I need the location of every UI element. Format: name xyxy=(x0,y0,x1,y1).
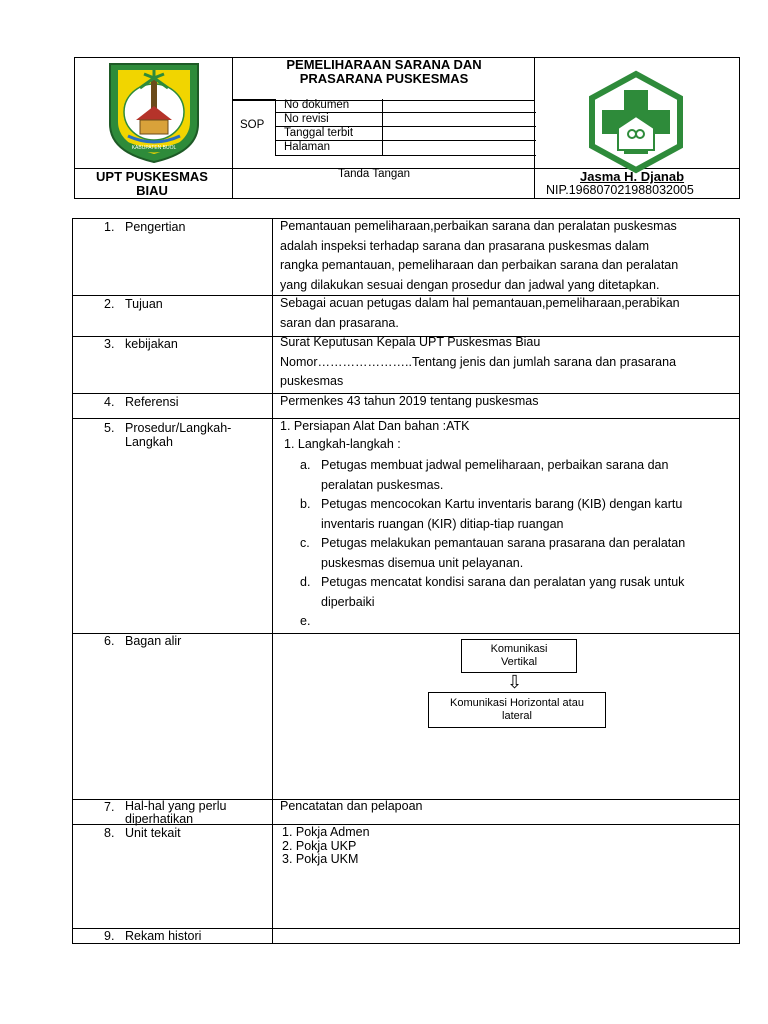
logo-caption: KABUPATEN BUOL xyxy=(131,145,177,151)
section-label-unit: Unit tekait xyxy=(125,826,181,840)
flow-box-vertical: Komunikasi Vertikal xyxy=(461,639,577,673)
signer-nip: NIP.196807021988032005 xyxy=(546,183,694,197)
step-letter: c. xyxy=(300,536,310,550)
district-logo xyxy=(104,60,204,164)
document-fields xyxy=(275,99,536,156)
list-item: 1. Pokja Admen xyxy=(282,825,370,839)
referensi-text: Permenkes 43 tahun 2019 tentang puskesmas xyxy=(280,394,539,408)
flow-box-horizontal: Komunikasi Horizontal atau lateral xyxy=(428,692,606,728)
signer-name: Jasma H. Djanab xyxy=(580,169,685,184)
pengertian-text: Pemantauan pemeliharaan,perbaikan sarana dan peralatan puskesmas adalah inspeksi terhadap sarana dan prasarana puskesmas dalam rangka pemantauan, pemeliharaan dan perbaikan sarana dan peralatan yang dilakukan sesuai dengan prosedur dan jadwal yang ditetapkan. xyxy=(280,219,679,292)
kebijakan-text: Surat Keputusan Kepala UPT Puskesmas Biau Nomor…………………..Tentang jenis dan jumlah sarana dan prasarana puskesmas xyxy=(280,335,677,388)
section-label-prosedur: Prosedur/Langkah-Langkah xyxy=(125,421,232,449)
prep-text: 1. Persiapan Alat Dan bahan :ATK xyxy=(280,419,470,433)
step-letter: e. xyxy=(300,614,311,628)
step-letter: b. xyxy=(300,497,311,511)
tujuan-text: Sebagai acuan petugas dalam hal pemantauan,pemeliharaan,perabikan saran dan prasarana. xyxy=(280,296,680,330)
field-tanggal-terbit: Tanggal terbit xyxy=(284,127,354,139)
step-list: a. Petugas membuat jadwal pemeliharaan, perbaikan sarana dan peralatan puskesmas. b. Petugas mencocokan Kartu inventaris barang (KIB) dengan kartu inventaris ruangan (KIR) ditiap-tiap ruangan c. Petugas melakukan pemantauan sarana prasarana dan peralatan puskesmas disemua unit pelayanan. d. Petugas mencatat kondisi sarana dan peralatan yang rusak untuk diperbaiki e. xyxy=(300,456,685,632)
section-number: 4. xyxy=(104,395,115,409)
section-number: 2. xyxy=(104,297,115,311)
puskesmas-logo xyxy=(584,70,688,174)
step-letter: a. xyxy=(300,458,311,472)
sop-label: SOP xyxy=(240,119,265,131)
org-name: UPT PUSKESMAS BIAU xyxy=(96,169,208,198)
section-label-tujuan: Tujuan xyxy=(125,297,163,311)
document-title: PEMELIHARAAN SARANA DAN PRASARANA PUSKESMAS xyxy=(286,57,482,86)
field-halaman: Halaman xyxy=(284,141,331,153)
unit-list xyxy=(282,826,370,867)
section-number: 6. xyxy=(104,634,115,648)
section-label-referensi: Referensi xyxy=(125,395,179,409)
list-item: 2. Pokja UKP xyxy=(282,838,357,853)
section-number: 7. xyxy=(104,800,115,814)
section-label-bagan-alir: Bagan alir xyxy=(125,634,182,648)
field-no-revisi: No revisi xyxy=(284,113,329,125)
section-number: 9. xyxy=(104,929,115,943)
hal-hal-text: Pencatatan dan pelapoan xyxy=(280,799,423,813)
field-no-dokumen: No dokumen xyxy=(284,99,350,111)
section-label-rekam-histori: Rekam histori xyxy=(125,929,202,943)
section-number: 8. xyxy=(104,826,115,840)
section-label-kebijakan: kebijakan xyxy=(125,337,178,351)
section-label-pengertian: Pengertian xyxy=(125,220,186,234)
step-letter: d. xyxy=(300,575,311,589)
steps-title: 1. Langkah-langkah : xyxy=(284,437,401,451)
list-item: 3. Pokja UKM xyxy=(282,852,359,866)
section-number: 1. xyxy=(104,220,115,234)
signature-label: Tanda Tangan xyxy=(338,168,411,180)
section-number: 5. xyxy=(104,421,115,435)
section-number: 3. xyxy=(104,337,115,351)
section-label-hal-hal: Hal-hal yang perlu diperhatikan xyxy=(125,799,227,826)
arrow-down-icon: ⇩ xyxy=(507,672,523,692)
